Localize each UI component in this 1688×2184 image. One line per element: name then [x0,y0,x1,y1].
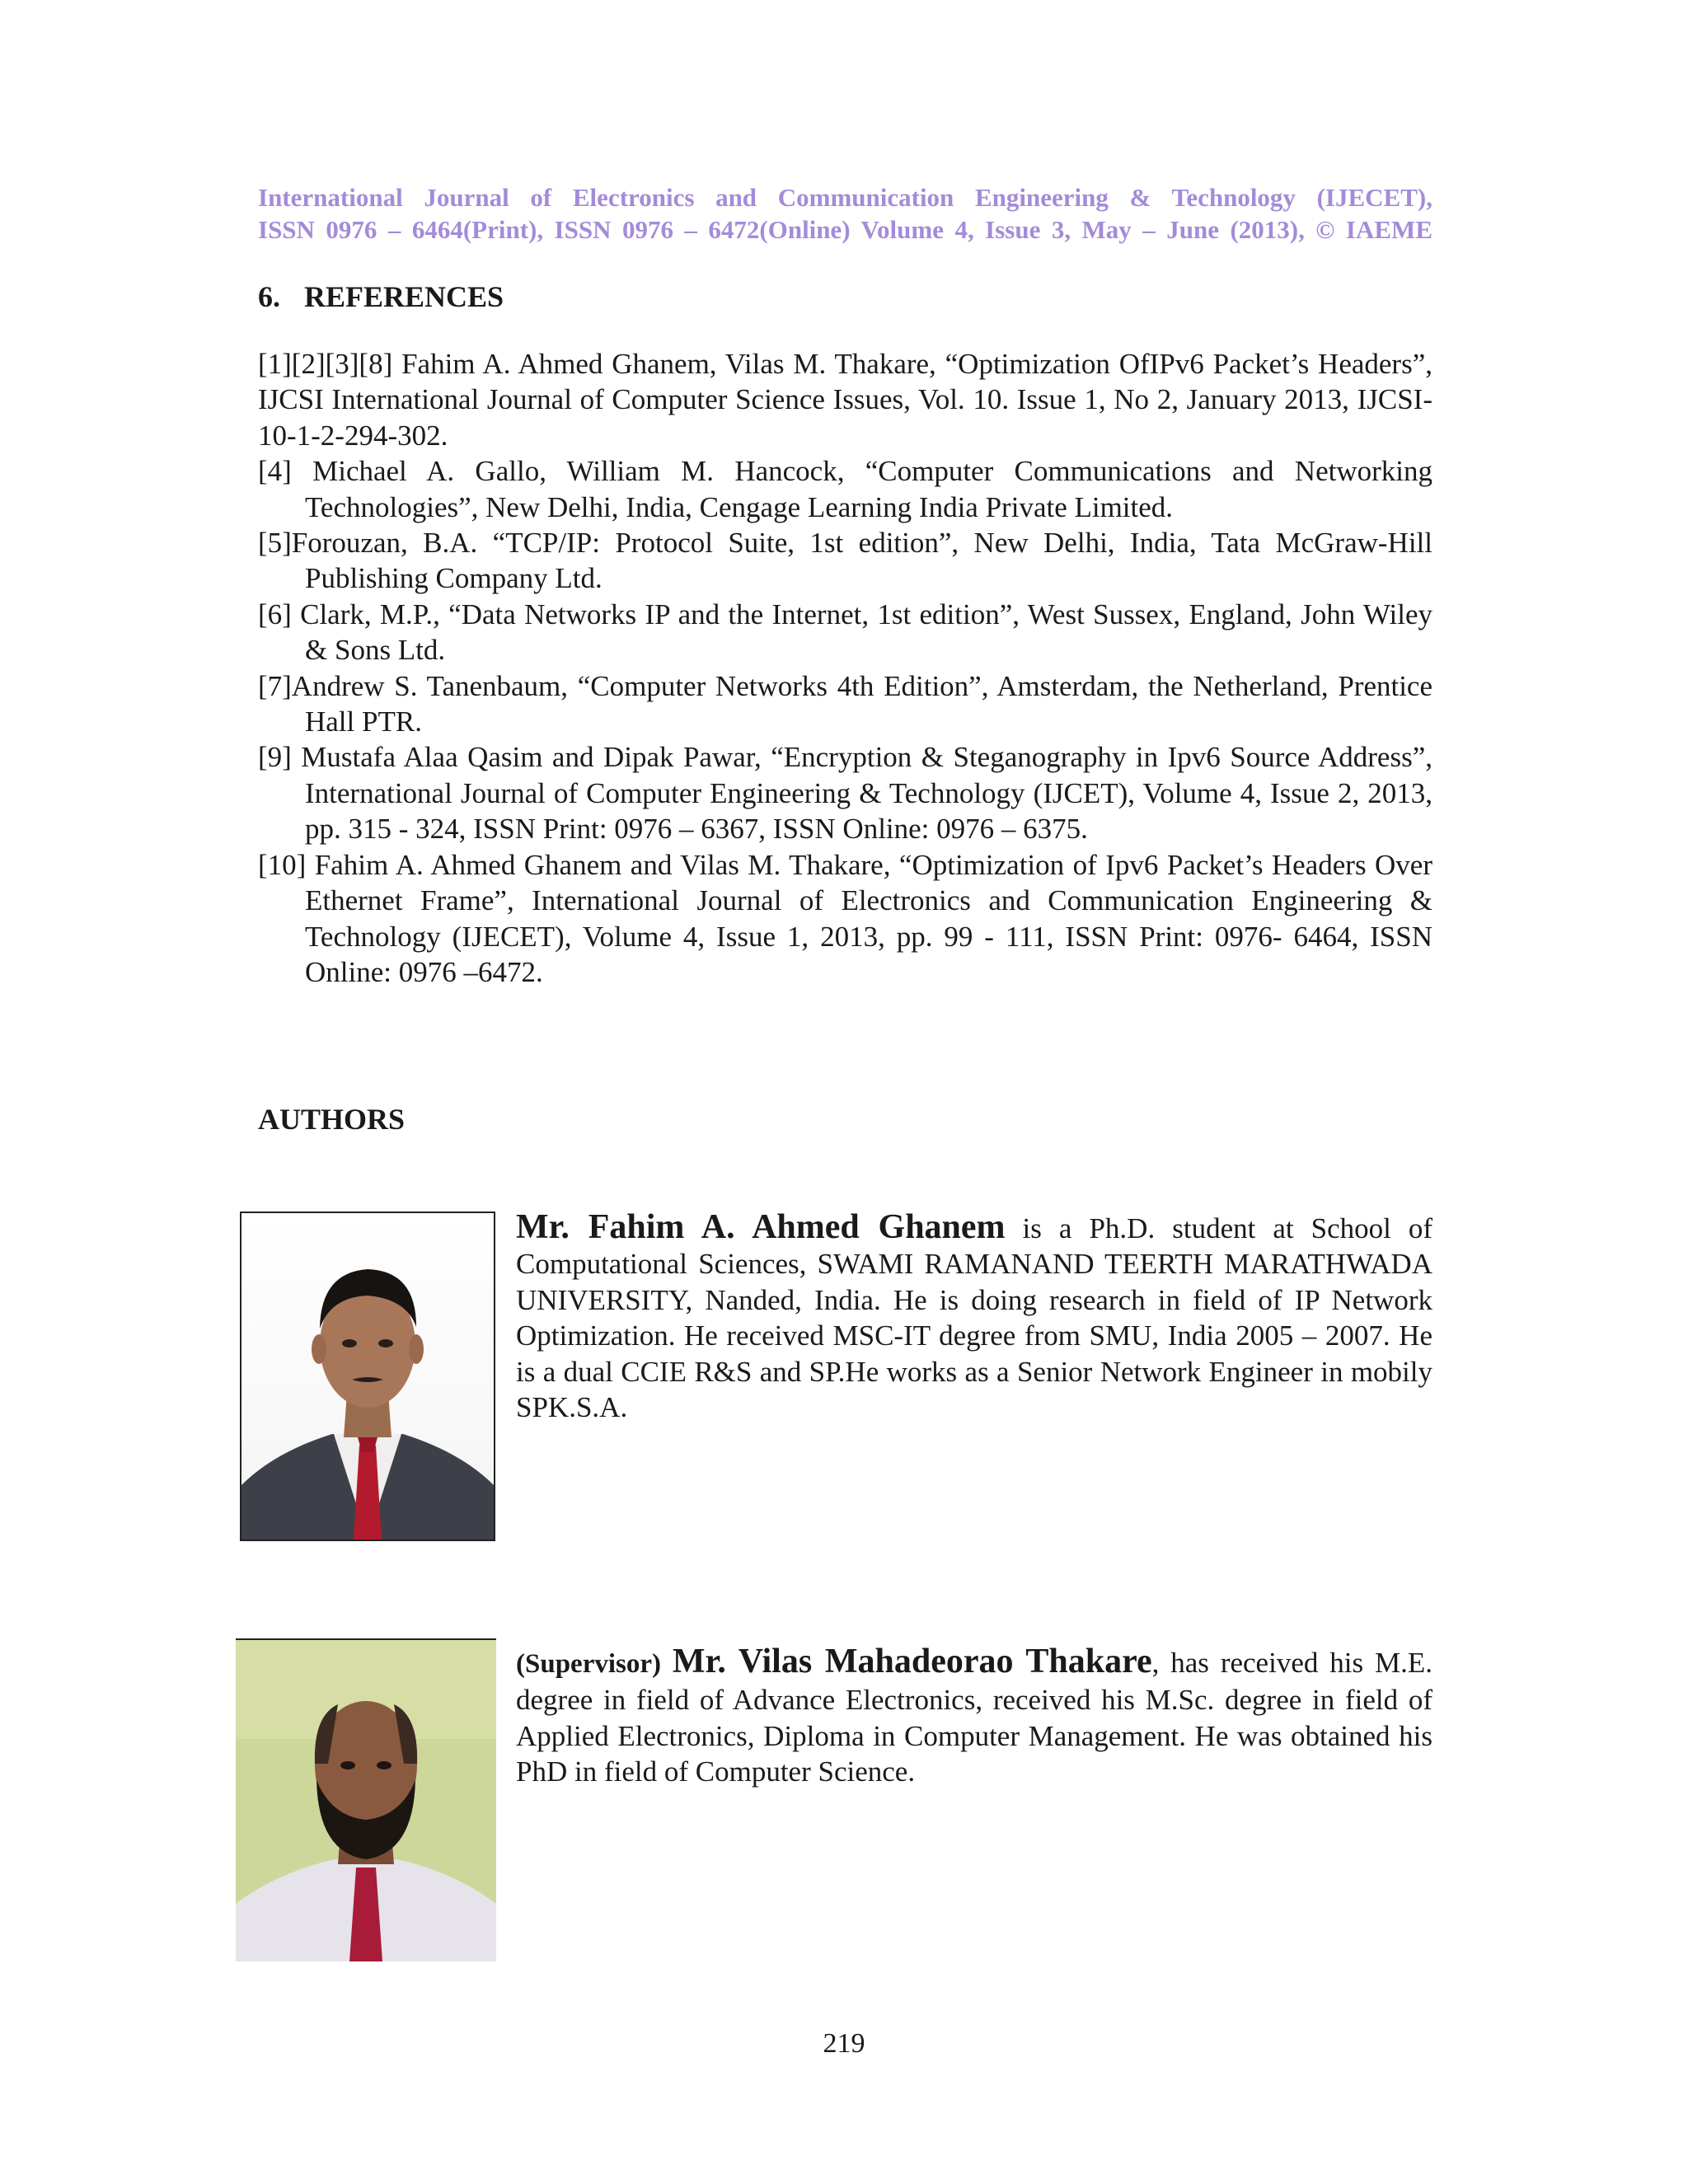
author-2-name: Mr. Vilas Mahadeorao Thakare [672,1643,1152,1680]
reference-item: [10] Fahim A. Ahmed Ghanem and Vilas M. Thakare, “Optimization of Ipv6 Packet’s Headers Over Ethernet Frame”, International Journal of Electronics and Communication Engineering & Technology (IJECET), Volume 4, Issue 1, 2013, pp. 99 - 111, ISSN Print: 0976- 6464, ISSN Online: 0976 –6472. [258,848,1432,988]
journal-header [258,181,1432,246]
author-1-bio-text: is a Ph.D. student at School of Computational Sciences, SWAMI RAMANAND TEERTH MARATHWADA UNIVERSITY, Nanded, India. He is doing research in field of IP Network Optimization. He received MSC-IT degree from SMU, India 2005 – 2007. He is a dual CCIE R&S and SP.He works as a Senior Network Engineer in mobily SPK.S.A. [516,1212,1432,1424]
references-title: REFERENCES [304,280,504,313]
author-2-role: (Supervisor) [516,1649,661,1679]
author-2-photo [236,1638,496,1961]
reference-item: [9] Mustafa Alaa Qasim and Dipak Pawar, “Encryption & Steganography in Ipv6 Source Address”, International Journal of Computer Engineering & Technology (IJCET), Volume 4, Issue 2, 2013, pp. 315 - 324, ISSN Print: 0976 – 6367, ISSN Online: 0976 – 6375. [258,741,1432,846]
references-heading [258,279,504,315]
reference-item: [6] Clark, M.P., “Data Networks IP and the Internet, 1st edition”, West Sussex, England, John Wiley & Sons Ltd. [258,598,1432,667]
author-1-bio [516,1210,1432,1425]
reference-item: [7]Andrew S. Tanenbaum, “Computer Networks 4th Edition”, Amsterdam, the Netherland, Prentice Hall PTR. [258,669,1432,738]
author-2-bio [516,1644,1432,1790]
journal-header-line-2: ISSN 0976 – 6464(Print), ISSN 0976 – 6472(Online) Volume 4, Issue 3, May – June (2013), © IAEME [258,215,1432,244]
page-number: 219 [823,2028,865,2059]
author-1-name: Mr. Fahim A. Ahmed Ghanem [516,1208,1006,1246]
reference-item: [5]Forouzan, B.A. “TCP/IP: Protocol Suite, 1st edition”, New Delhi, India, Tata McGraw-Hill Publishing Company Ltd. [258,527,1432,595]
references-section-number: 6. [258,280,280,313]
journal-header-line-1: International Journal of Electronics and Communication Engineering & Technology (IJECET), [258,183,1432,212]
reference-item: [4] Michael A. Gallo, William M. Hancock, “Computer Communications and Networking Technologies”, New Delhi, India, Cengage Learning India Private Limited. [258,455,1432,523]
references-list [258,346,1432,990]
author-2-bio-text: , has received his M.E. degree in field of Advance Electronics, received his M.Sc. degree in field of Applied Electronics, Diploma in Computer Management. He was obtained his PhD in field of Computer Science. [516,1647,1432,1788]
authors-heading: AUTHORS [258,1103,406,1136]
author-1-photo [240,1212,495,1541]
reference-item: [1][2][3][8] Fahim A. Ahmed Ghanem, Vilas M. Thakare, “Optimization OfIPv6 Packet’s Headers”, IJCSI International Journal of Computer Science Issues, Vol. 10. Issue 1, No 2, January 2013, IJCSI-10-1-2-294-302. [258,348,1432,452]
